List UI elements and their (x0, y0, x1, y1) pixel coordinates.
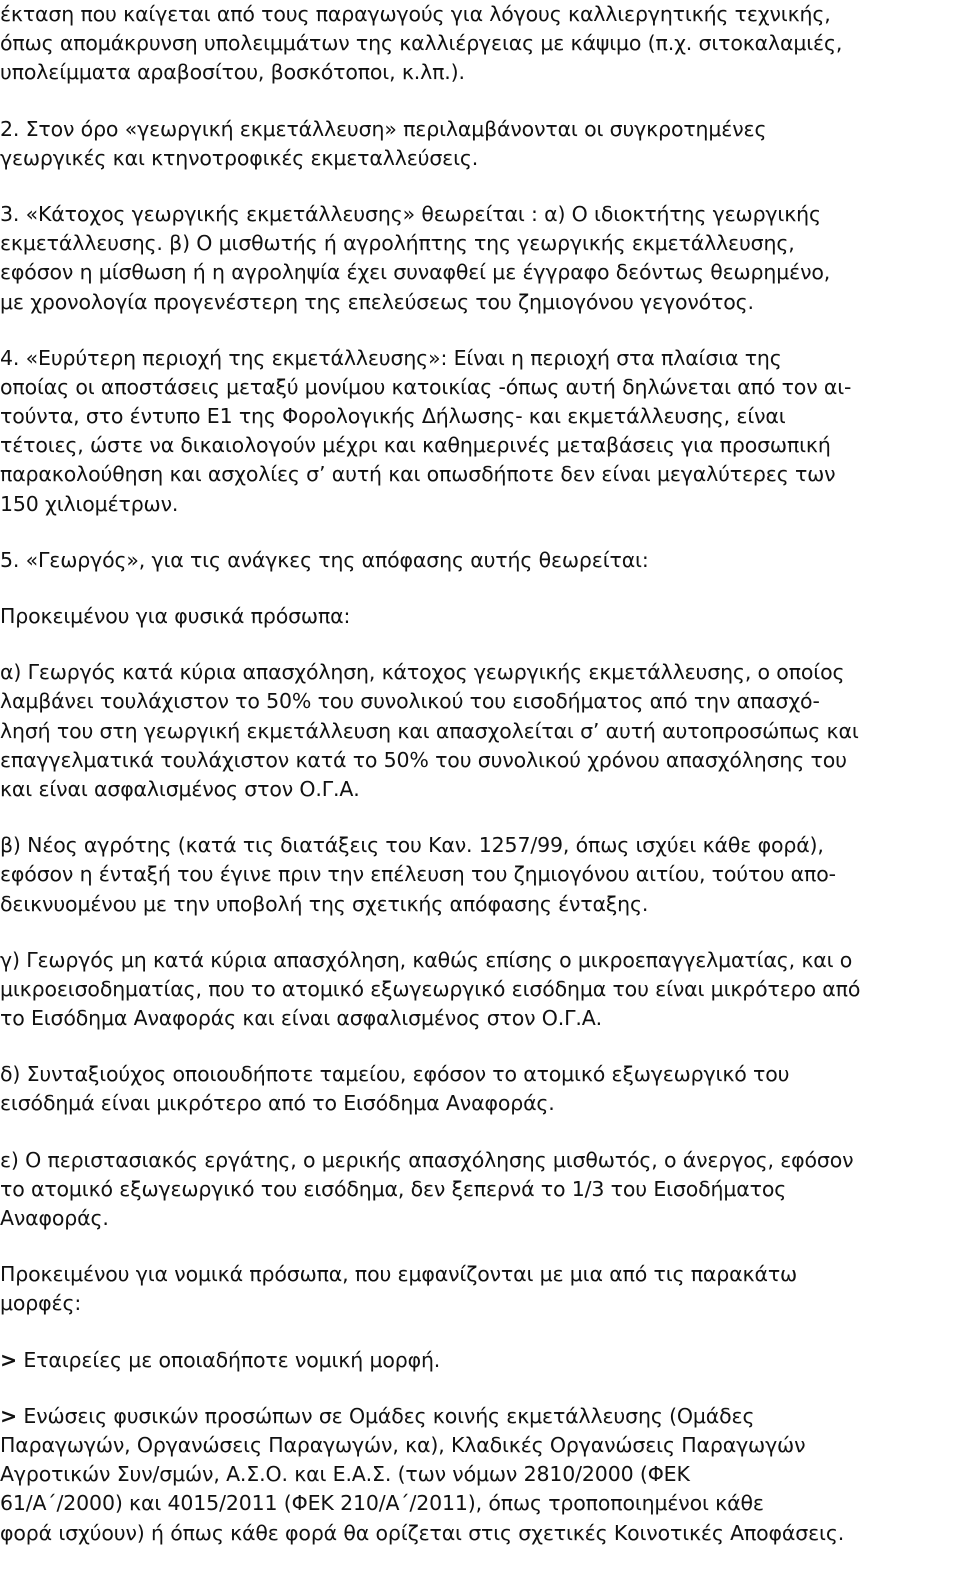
paragraph-item-c (0, 946, 960, 1034)
paragraph-legal-persons-heading (0, 1260, 960, 1318)
paragraph-gap (0, 317, 960, 344)
text-line: β) Νέος αγρότης (κατά τις διατάξεις του Καν. 1257/99, όπως ισχύει κάθε φορά), (0, 833, 824, 858)
paragraph-gap (0, 1319, 960, 1346)
text-line: μορφές: (0, 1291, 82, 1316)
text-line: γ) Γεωργός μη κατά κύρια απασχόληση, καθώς επίσης ο μικροεπαγγελματίας, και ο (0, 947, 853, 972)
text-line: Προκειμένου για φυσικά πρόσωπα: (0, 604, 351, 628)
text-line: 4. «Ευρύτερη περιοχή της εκμετάλλευσης»: Είναι η περιοχή στα πλαίσια της (0, 345, 782, 370)
text-line: εφόσον η ένταξή του έγινε πριν την επέλευση του ζημιογόνου αιτίου, τούτου απο- (0, 862, 836, 887)
paragraph-gap (0, 1033, 960, 1060)
bullet-marker: > (0, 1403, 18, 1428)
bullet-text: Εταιρείες με οποιαδήποτε νομική μορφή. (17, 1347, 441, 1372)
text-line: έκταση που καίγεται από τους παραγωγούς για λόγους καλλιεργητικής τεχνικής, (0, 2, 831, 26)
text-line: Παραγωγών, Οργανώσεις Παραγωγών, κα), Κλαδικές Οργανώσεις Παραγωγών (0, 1432, 806, 1457)
text-line: και είναι ασφαλισμένος στον Ο.Γ.Α. (0, 776, 360, 801)
bullet-item-companies (0, 1346, 960, 1375)
text-line: ε) Ο περιστασιακός εργάτης, ο μερικής απασχόλησης μισθωτός, ο άνεργος, εφόσον (0, 1147, 854, 1172)
text-line: λαμβάνει τουλάχιστον το 50% του συνολικού του εισοδήματος από την απασχό- (0, 689, 820, 714)
text-line: φορά ισχύουν) ή όπως κάθε φορά θα ορίζεται στις σχετικές Κοινοτικές Αποφάσεις. (0, 1520, 845, 1545)
paragraph-intro-continuation (0, 0, 960, 88)
paragraph-item-d (0, 1060, 960, 1118)
text-line: 150 χιλιομέτρων. (0, 491, 179, 516)
text-line: εφόσον η μίσθωση ή η αγροληψία έχει συναφθεί με έγγραφο δεόντως θεωρημένο, (0, 260, 831, 285)
text-line: δεικνυομένου με την υποβολή της σχετικής απόφασης ένταξης. (0, 891, 649, 916)
text-line (0, 1402, 960, 1431)
paragraph-gap (0, 631, 960, 658)
paragraph-gap (0, 804, 960, 831)
text-line: μικροεισοδηματίας, που το ατομικό εξωγεωργικό εισόδημα του είναι μικρότερο από (0, 976, 861, 1001)
text-line: δ) Συνταξιούχος οποιουδήποτε ταμείου, εφόσον το ατομικό εξωγεωργικό του (0, 1062, 790, 1087)
paragraph-natural-persons-heading (0, 602, 960, 631)
text-line: λησή του στη γεωργική εκμετάλλευση και απασχολείται σ’ αυτή αυτοπροσώπως και (0, 718, 859, 743)
text-line: εκμετάλλευσης. β) Ο μισθωτής ή αγρολήπτης της γεωργικής εκμετάλλευσης, (0, 231, 795, 256)
text-line: το ατομικό εξωγεωργικό του εισόδημα, δεν ξεπερνά το 1/3 του Εισοδήματος (0, 1176, 787, 1201)
text-line: γεωργικές και κτηνοτροφικές εκμεταλλεύσεις. (0, 145, 479, 170)
bullet-marker: > (0, 1347, 18, 1372)
paragraph-gap (0, 575, 960, 602)
text-line: υπολείμματα αραβοσίτου, βοσκότοποι, κ.λπ.). (0, 60, 465, 85)
text-line: 61/Α΄/2000) και 4015/2011 (ΦΕΚ 210/Α΄/2011), όπως τροποποιημένοι κάθε (0, 1491, 764, 1516)
bullet-text: Ενώσεις φυσικών προσώπων σε Ομάδες κοινής εκμετάλλευσης (Ομάδες (17, 1403, 755, 1428)
text-line: α) Γεωργός κατά κύρια απασχόληση, κάτοχος γεωργικής εκμετάλλευσης, ο οποίος (0, 660, 845, 685)
paragraph-gap (0, 519, 960, 546)
paragraph-gap (0, 1119, 960, 1146)
paragraph-definition-3 (0, 200, 960, 317)
text-line: τούντα, στο έντυπο Ε1 της Φορολογικής Δήλωσης- και εκμετάλλευσης, είναι (0, 404, 786, 429)
text-line: εισόδημά είναι μικρότερο από το Εισόδημα Αναφοράς. (0, 1091, 555, 1116)
text-line (0, 1346, 960, 1375)
bullet-item-unions (0, 1402, 960, 1548)
text-line: Προκειμένου για νομικά πρόσωπα, που εμφανίζονται με μια από τις παρακάτω (0, 1262, 798, 1287)
paragraph-gap (0, 88, 960, 115)
paragraph-definition-4 (0, 344, 960, 519)
text-line: επαγγελματικά τουλάχιστον κατά το 50% του συνολικού χρόνου απασχόλησης του (0, 747, 847, 772)
paragraph-gap (0, 919, 960, 946)
paragraph-gap (0, 173, 960, 200)
text-line: 5. «Γεωργός», για τις ανάγκες της απόφασης αυτής θεωρείται: (0, 547, 649, 572)
text-line: το Εισόδημα Αναφοράς και είναι ασφαλισμένος στον Ο.Γ.Α. (0, 1006, 603, 1031)
paragraph-item-e (0, 1146, 960, 1234)
text-line: παρακολούθηση και ασχολίες σ’ αυτή και οπωσδήποτε δεν είναι μεγαλύτερες των (0, 462, 836, 487)
text-line: όπως απομάκρυνση υπολειμμάτων της καλλιέργειας με κάψιμο (π.χ. σιτοκαλαμιές, (0, 31, 843, 56)
paragraph-item-a (0, 658, 960, 804)
paragraph-gap (0, 1233, 960, 1260)
text-line: τέτοιες, ώστε να δικαιολογούν μέχρι και καθημερινές μεταβάσεις για προσωπική (0, 433, 831, 458)
paragraph-gap (0, 1375, 960, 1402)
text-line: 2. Στον όρο «γεωργική εκμετάλλευση» περιλαμβάνονται οι συγκροτημένες (0, 116, 767, 141)
paragraph-item-b (0, 831, 960, 919)
text-line: Αγροτικών Συν/σμών, Α.Σ.Ο. και Ε.Α.Σ. (των νόμων 2810/2000 (ΦΕΚ (0, 1462, 690, 1487)
paragraph-definition-2 (0, 115, 960, 173)
text-line: οποίας οι αποστάσεις μεταξύ μονίμου κατοικίας -όπως αυτή δηλώνεται από τον αι- (0, 374, 852, 399)
paragraph-definition-5 (0, 546, 960, 575)
text-line: με χρονολογία προγενέστερη της επελεύσεως του ζημιογόνου γεγονότος. (0, 289, 754, 314)
text-line: Αναφοράς. (0, 1206, 109, 1230)
text-line: 3. «Κάτοχος γεωργικής εκμετάλλευσης» θεωρείται : α) Ο ιδιοκτήτης γεωργικής (0, 201, 821, 226)
